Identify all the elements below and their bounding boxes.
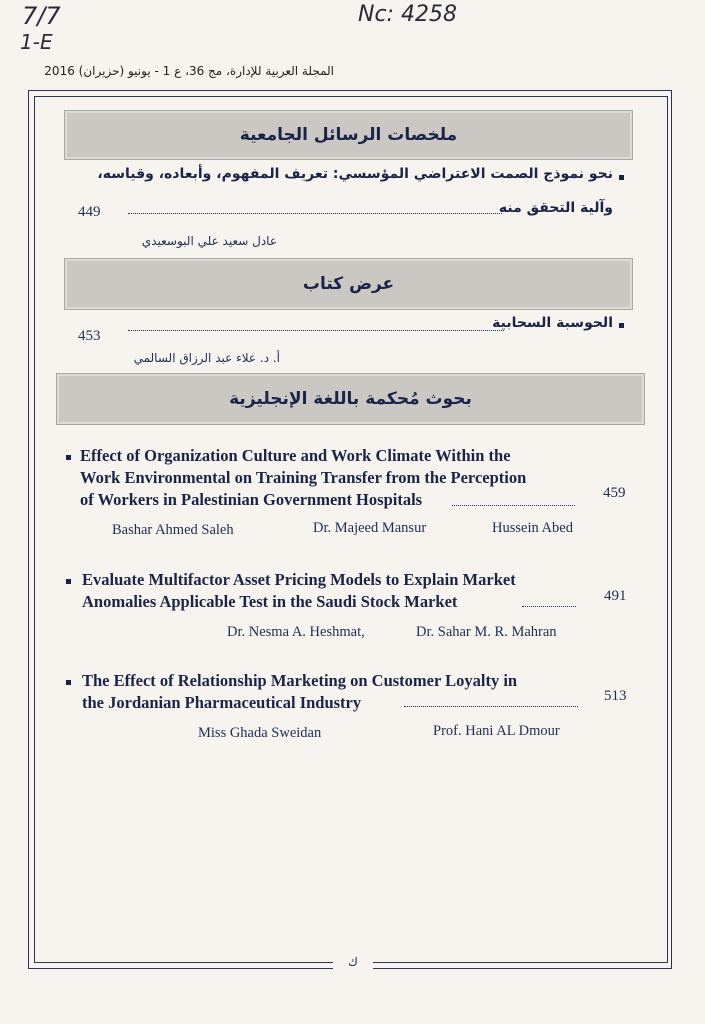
article-title-line: of Workers in Palestinian Government Hospitals [80, 490, 423, 509]
thesis-title-line2: وآلية التحقق منه [498, 200, 613, 216]
page-number: 459 [603, 485, 626, 501]
section-banner-book-review: عرض كتاب [64, 258, 633, 310]
leader-dots [522, 606, 576, 607]
article-title-line: Anomalies Applicable Test in the Saudi Stock Market [82, 592, 458, 611]
bullet-icon [619, 175, 624, 180]
section-banner-theses: ملخصات الرسائل الجامعية [64, 110, 633, 160]
book-review-title: الحوسبة السحابية [492, 315, 613, 331]
bullet-icon [619, 323, 624, 328]
article-author: Hussein Abed [492, 520, 573, 536]
article-title-line: Effect of Organization Culture and Work Climate Within the [80, 446, 511, 465]
article-author: Dr. Nesma A. Heshmat, [227, 624, 365, 640]
article-title-line: The Effect of Relationship Marketing on Customer Loyalty in [82, 671, 518, 690]
bullet-icon [66, 455, 71, 460]
page-number: 491 [604, 588, 627, 604]
book-review-author: أ. د. علاء عبد الرزاق السالمي [133, 351, 280, 365]
bullet-icon [66, 579, 71, 584]
article-author: Miss Ghada Sweidan [198, 725, 322, 741]
section-banner-english-papers: بحوث مُحكمة باللغة الإنجليزية [56, 373, 645, 425]
thesis-author: عادل سعيد علي البوسعيدي [141, 234, 277, 248]
page-number: 513 [604, 688, 627, 704]
footer-page-letter: ك [333, 955, 373, 969]
thesis-title-line1: نحو نموذج الصمت الاعتراضي المؤسسي: تعريف المفهوم، وأبعاده، وقياسه، [97, 166, 613, 182]
article-author: Dr. Sahar M. R. Mahran [416, 624, 557, 640]
article-author: Bashar Ahmed Saleh [112, 522, 234, 538]
handwritten-catalog-number: Nc: 4258 [358, 2, 457, 27]
page-number: 453 [78, 328, 101, 344]
article-title-line: Work Environmental on Training Transfer from the Perception [80, 468, 527, 487]
bullet-icon [66, 680, 71, 685]
article-author: Dr. Majeed Mansur [313, 520, 427, 536]
journal-header: المجلة العربية للإدارة، مج 36، ع 1 - يونيو (حزيران) 2016 [44, 64, 334, 78]
handwritten-note-number: 1-E [20, 30, 53, 54]
article-title-line: Evaluate Multifactor Asset Pricing Models to Explain Market [82, 570, 516, 589]
leader-dots [128, 330, 504, 331]
leader-dots [452, 505, 575, 506]
handwritten-note-ratio: 7/7 [22, 2, 61, 30]
article-author: Prof. Hani AL Dmour [433, 723, 560, 739]
article-title-line: the Jordanian Pharmaceutical Industry [82, 693, 362, 712]
page-number: 449 [78, 204, 101, 220]
leader-dots [404, 706, 578, 707]
leader-dots [128, 213, 502, 214]
